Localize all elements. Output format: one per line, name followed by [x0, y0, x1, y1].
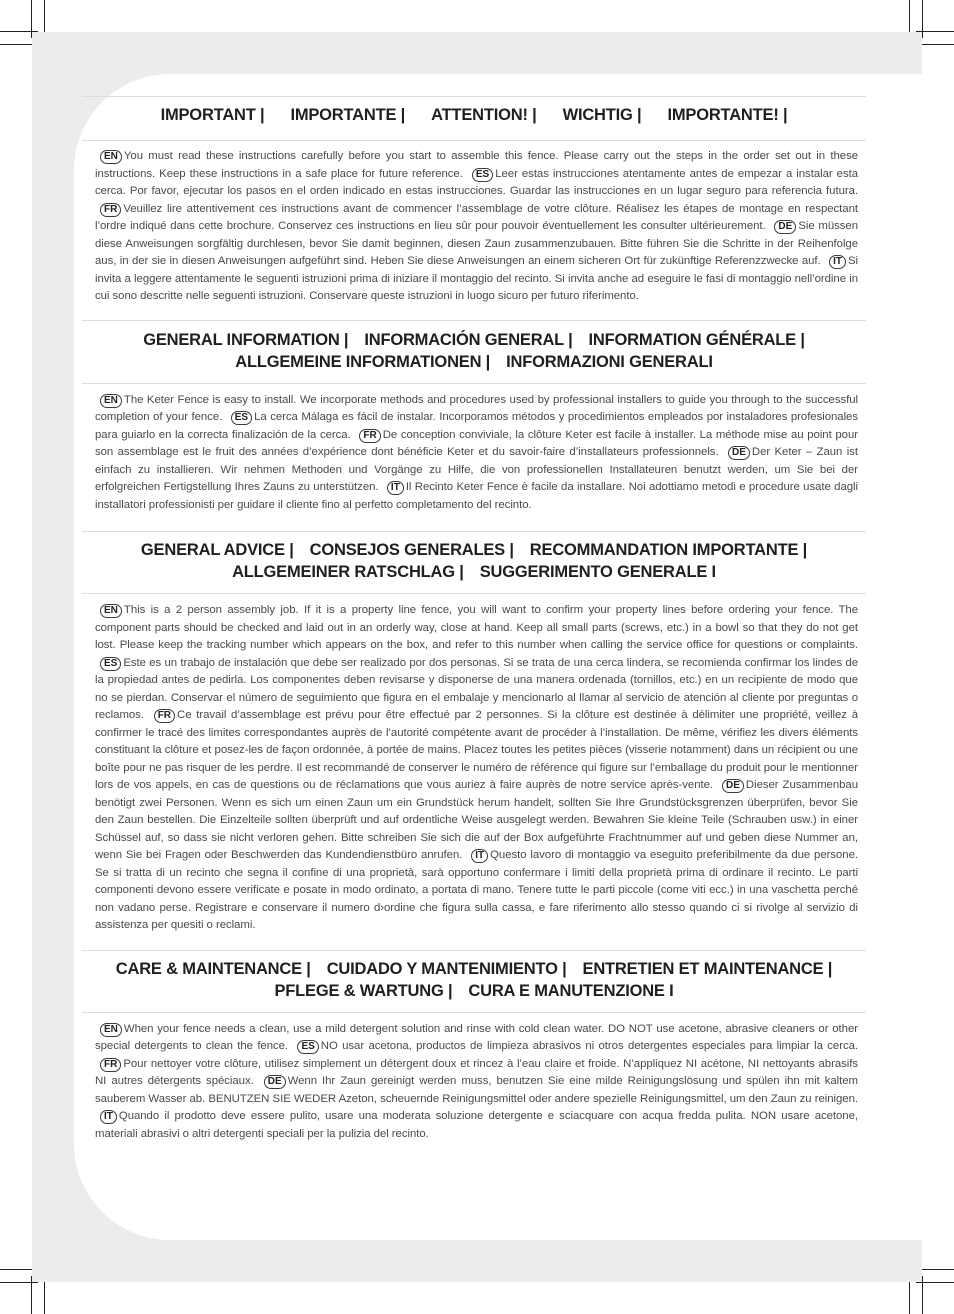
paragraph-text-es: Este es un trabajo de instalación que debe ser realizado por dos personas. Si se trata de una cerca lindera, se recomienda confirmar los lindes de la propiedad antes de pedirla. Los componentes deben revisarse y disponerse de una manera ordenada (tornillos, etc.) en un recipiente de modo que no se pierdan. Conservar el número de seguimiento que figura en el embalaje y mencionarlo al llamar al servicio de atención al cliente por preguntas o reclamos. [95, 656, 858, 721]
language-badge-de: DE [774, 220, 796, 234]
section-heading [82, 532, 866, 593]
heading-line [82, 104, 866, 126]
heading-part: GENERAL INFORMATION | [143, 330, 349, 349]
paragraph-text-es: Leer estas instrucciones atentamente antes de empezar a instalar esta cerca. Por favor, ejecutar los pasos en el orden indicado en estas instrucciones. Guardar las instrucciones en un lugar seguro para referencia futura. [95, 167, 858, 197]
divider [82, 593, 866, 594]
heading-part: INFORMACIÓN GENERAL | [364, 330, 573, 349]
multilingual-paragraph [82, 602, 866, 935]
heading-part: GENERAL ADVICE | [140, 541, 294, 559]
divider [82, 1012, 866, 1013]
heading-line [82, 329, 866, 351]
section [82, 531, 866, 935]
paragraph-text-it: Si invita a leggere attentamente le seguenti istruzioni prima di iniziare il montaggio del recinto. Si invita anche ad eseguire le fasi di montaggio nell’ordine in cui sono descritte nelle seguenti istruzioni. Conservare queste istruzioni in luogo sicuro per futuro riferimento. [95, 255, 858, 302]
heading-line [82, 351, 866, 373]
language-badge-en: EN [100, 150, 122, 164]
heading-line [82, 539, 866, 561]
section-heading [82, 951, 866, 1012]
instructions-content [82, 96, 866, 1143]
heading-part: SUGGERIMENTO GENERALE I [479, 563, 716, 581]
heading-part: CURA E MANUTENZIONE I [468, 981, 674, 1000]
paragraph-text-de: Der Keter – Zaun ist einfach zu installieren. Wir nehmen Methoden und Vorgänge zu Hilfe, die von professionellen Installateuren benutzt werden, um Sie bei der erfolgreichen Fertigstellung Ihres Zauns zu unterstützen. [95, 446, 858, 493]
heading-part: CONSEJOS GENERALES | [309, 541, 514, 559]
heading-part: WICHTIG | [562, 106, 642, 124]
heading-part: PFLEGE & WARTUNG | [274, 981, 453, 1000]
heading-part: IMPORTANTE | [290, 106, 406, 124]
language-badge-de: DE [722, 779, 744, 793]
crop-mark [922, 0, 923, 38]
paragraph-text-de: Wenn Ihr Zaun gereinigt werden muss, benutzen Sie eine milde Reinigungslösung und spülen ihn mit kaltem sauberem Wasser ab. BENUTZEN SIE WEDER Azeton, scheuernde Reinigungsmittel oder andere spezielle Reinigungsmittel, um den Zaun zu reinigen. [95, 1075, 858, 1105]
heading-part: ALLGEMEINE INFORMATIONEN | [235, 352, 491, 371]
paragraph-text-es: La cerca Málaga es fácil de instalar. Incorporamos métodos y procedimientos empleados por instaladores profesionales para guiarlo en la correcta finalización de la cerca. [95, 411, 858, 441]
heading-line [82, 958, 866, 980]
language-badge-en: EN [100, 604, 122, 618]
paragraph-text-en: This is a 2 person assembly job. If it is a property line fence, you will want to confirm your property lines before ordering your fence. The component parts should be checked and laid out in an orderly way, close at hand. Keep all small parts (screws, etc.) in a bowl so that they do not get lost. Please keep the tracking number which appears on the box, and refer to this number when calling the service office for questions or complaints. [95, 604, 858, 651]
language-badge-de: DE [264, 1075, 286, 1089]
heading-part: ATTENTION! | [431, 106, 537, 124]
paragraph-text-es: NO usar acetona, productos de limpieza abrasivos ni otros detergentes especiales para limpiar la cerca. [320, 1040, 858, 1052]
language-badge-it: IT [387, 481, 404, 495]
paragraph-text-it: Quando il prodotto deve essere pulito, usare una moderata soluzione detergente e sciacquare con acqua fredda pulita. NON usare acetone, materiali abrasivi o altri detergenti speciali per la pulizia del recinto. [95, 1110, 858, 1140]
paragraph-text-fr: Ce travail d’assemblage est prévu pour être effectué par 2 personnes. Si la clôture est destinée à délimiter une propriété, veillez à confirmer le tracé des limites correspondantes auprès de l’autorité compétente avant de procéder à l’installation. De même, vérifiez les divers éléments constituant la clôture et posez-les de façon ordonnée, à portée de mains. Placez toutes les petites pièces (visserie notamment) dans un récipient ou une boîte pour ne pas risquer de les perdre. Il est recommandé de conserver le numéro de référence qui figure sur l’emballage du produit pour le mentionner lors de vos appels, en cas de questions ou de réclamations que vous auriez à faire auprès de notre service après-vente. [95, 709, 858, 791]
heading-part: ENTRETIEN ET MAINTENANCE | [582, 959, 833, 978]
heading-part: INFORMAZIONI GENERALI [506, 352, 713, 371]
heading-part: RECOMMANDATION IMPORTANTE | [529, 541, 808, 559]
paragraph-text-en: The Keter Fence is easy to install. We incorporate methods and procedures used by professional installers to guide you through to the successful completion of your fence. [95, 393, 858, 423]
crop-mark [916, 1282, 954, 1283]
language-badge-en: EN [100, 1023, 122, 1037]
language-badge-es: ES [472, 168, 493, 182]
section-heading [82, 97, 866, 140]
crop-mark [0, 1282, 38, 1283]
paragraph-text-de: Sie müssen diese Anweisungen sorgfältig durchlesen, bevor Sie damit beginnen, diesen Zaun zusammenzubauen. Bitte führen Sie die Schritte in der Reihenfolge aus, in der sie in diesen Anweisungen aufgeführt sind. Heben Sie diese Anweisungen an einem sicheren Ort für zukünftige Referenzzwecke auf. [95, 220, 859, 267]
paragraph-text-it: Il Recinto Keter Fence è facile da installare. Noi adottiamo metodi e procedure usate dagli installatori professionisti per guidare il cliente fino al perfetto completamento del recinto. [95, 481, 858, 511]
heading-part: IMPORTANT | [160, 106, 265, 124]
language-badge-it: IT [471, 849, 488, 863]
divider [82, 140, 866, 141]
section [82, 320, 866, 515]
paragraph-text-fr: Pour nettoyer votre clôture, utilisez simplement un détergent doux et rincez à l’eau claire et froide. N’appliquez NI acétone, NI nettoyants abrasifs NI autres détergents spéciaux. [95, 1057, 858, 1087]
heading-part: CARE & MAINTENANCE | [115, 959, 311, 978]
language-badge-it: IT [100, 1110, 117, 1124]
language-badge-en: EN [100, 394, 122, 408]
section [82, 96, 866, 306]
language-badge-es: ES [297, 1040, 318, 1054]
paragraph-text-fr: De conception conviviale, la clôture Keter est facile à installer. La méthode mise au point pour son assemblage est le fruit des années d’expérience dont bénéficie Keter et du savoir-faire d’installateurs professionnels. [95, 428, 858, 458]
language-badge-fr: FR [154, 709, 175, 723]
section-heading [82, 321, 866, 383]
language-badge-it: IT [829, 255, 846, 269]
paragraph-text-fr: Veuillez lire attentivement ces instructions avant de commencer l’assemblage de votre clôture. Réalisez les étapes de montage en respectant l’ordre indiqué dans cette brochure. Conservez ces instructions en lieu sûr pour pouvoir éventuellement les consulter ultérieurement. [95, 202, 858, 232]
divider [82, 383, 866, 384]
paragraph-text-de: Dieser Zusammenbau benötigt zwei Personen. Wenn es sich um einen Zaun um ein Grundstück herum handelt, sollten Sie Ihre Grundstücksgrenzen überprüfen, bevor Sie den Zaun bestellen. Die Einzelteile sollten überprüft und auf ordentliche Weise ausgelegt werden. Bewahren Sie kleine Teile (Schrauben usw.) in einer Schüssel auf, so dass sie nicht verloren gehen. Bitte schreiben Sie sich die auf der Box aufgeführte Frachtnummer auf und geben diese Nummer an, wenn Sie bei Fragen oder Beschwerden das Kundendienstbüro anrufen. [95, 779, 858, 861]
heading-part: IMPORTANTE! | [667, 106, 788, 124]
heading-part: CUIDADO Y MANTENIMIENTO | [326, 959, 567, 978]
language-badge-fr: FR [100, 1058, 121, 1072]
paragraph-text-en: You must read these instructions carefully before you start to assemble this fence. Please carry out the steps in the order set out in these instructions. Keep these instructions in a safe place for future reference. [95, 150, 858, 180]
multilingual-paragraph [82, 392, 866, 515]
heading-line [82, 980, 866, 1002]
multilingual-paragraph [82, 148, 866, 306]
paragraph-text-en: When your fence needs a clean, use a mild detergent solution and rinse with cold clean water. DO NOT use acetone, abrasive cleaners or other special detergents to clean the fence. [95, 1022, 858, 1052]
heading-line [82, 561, 866, 583]
language-badge-es: ES [100, 657, 121, 671]
paragraph-text-it: Questo lavoro di montaggio va eseguito preferibilmente da due persone. Se si tratta di un recinto che segna il confine di una proprietà, sarà opportuno confermare i limiti della proprietà prima di ordinare il recinto. Le parti componenti devono essere verificate e posate in modo ordinato, a portata di mano. Tenere tutte le parti piccole (come viti ecc.) in una vaschetta perché non vadano perse. Registrare e conservare il numero d›ordine che figura sulla cassa, e fare riferimento allo stesso quando ci si rivolge al servizio di assistenza per quesiti o reclami. [95, 849, 858, 931]
heading-part: ALLGEMEINER RATSCHLAG | [232, 563, 464, 581]
heading-part: INFORMATION GÉNÉRALE | [588, 330, 805, 349]
language-badge-es: ES [231, 411, 252, 425]
section [82, 950, 866, 1144]
language-badge-de: DE [728, 446, 750, 460]
language-badge-fr: FR [359, 429, 380, 443]
language-badge-fr: FR [100, 203, 121, 217]
multilingual-paragraph [82, 1021, 866, 1144]
